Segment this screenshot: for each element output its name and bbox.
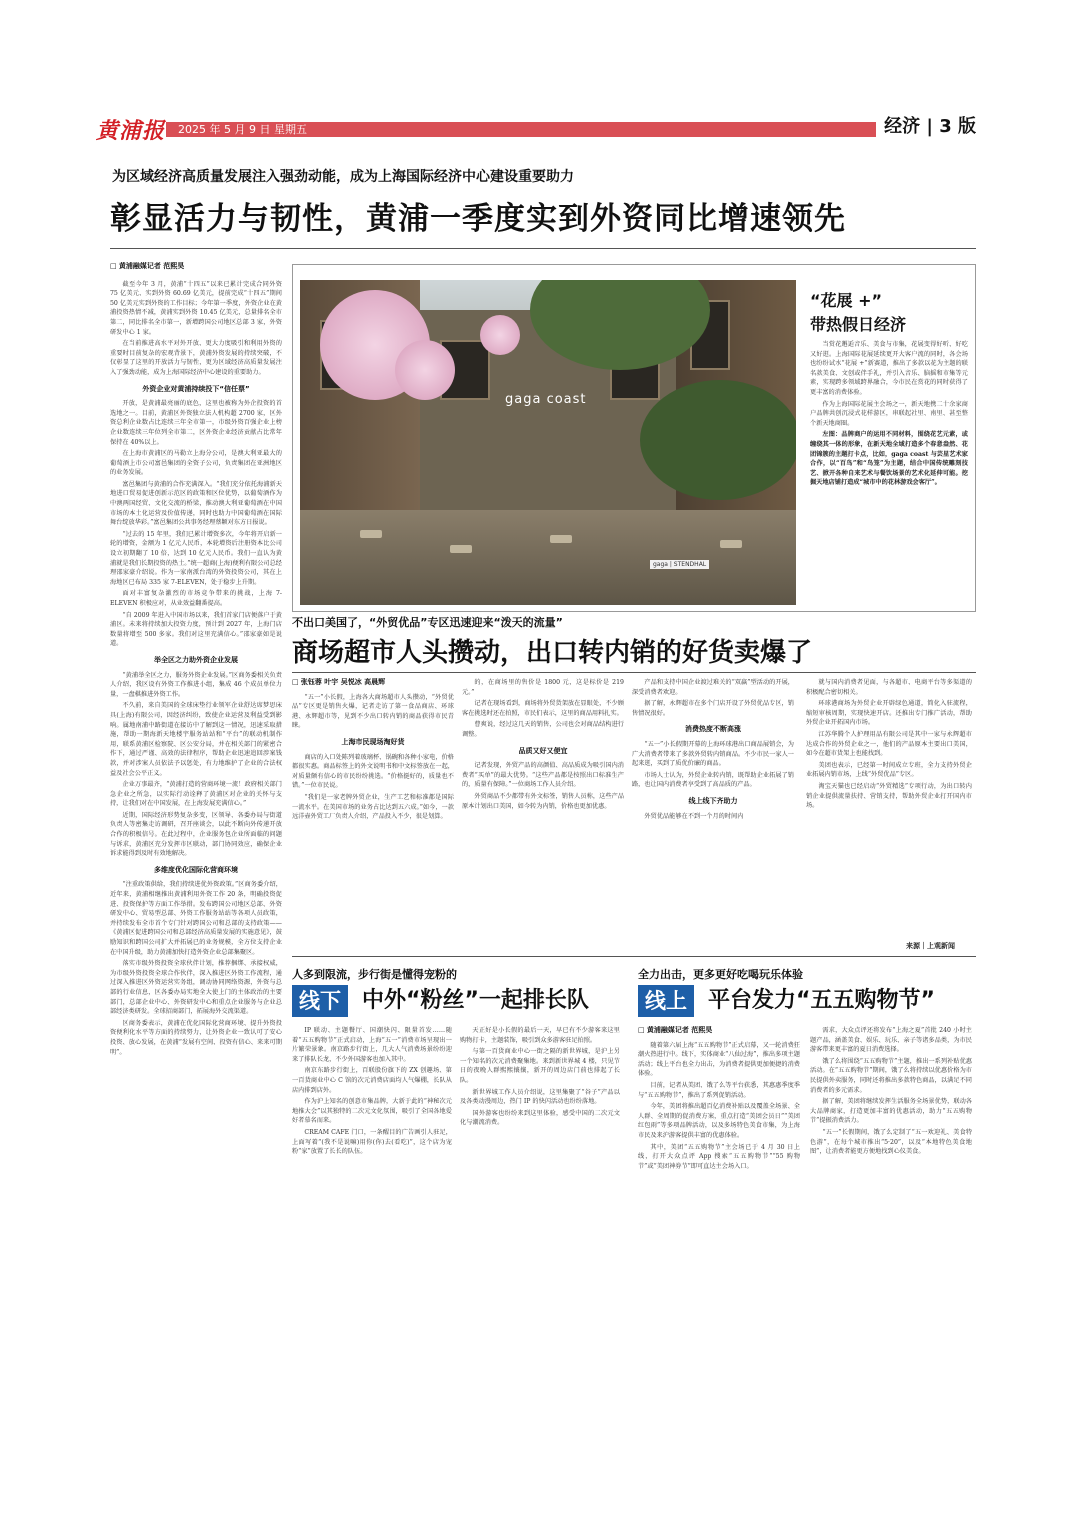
headline-rule [110, 248, 976, 249]
feature-title [810, 289, 906, 337]
paragraph: 与第一百货商业中心一街之隔的新世界城，是沪上另一个知名的次元消费聚集地。来到新世界城 4 楼，只见节日的夜晚人群熙熙攘攘，新开的周边店门前也排起了长队。 [460, 1048, 620, 1084]
paragraph: 作为上海国际花展主会场之一，新天地携二十余家商户品牌共创沉浸式花样游区，串联起社里、南里、甚至整个新天地商圈。 [810, 400, 968, 427]
feature-title-line: “花展 +” [810, 291, 883, 310]
paragraph: 区商务委表示，黄浦在优化国际化营商环境、提升外资投资便利化水平等方面的持续努力，让外资企业一致认可了安心投资、放心发展，在黄浦“发展有空间、投资有信心、来来可期明”。 [110, 1019, 282, 1056]
bottom-divider [292, 956, 976, 957]
paragraph: 近期，国际经济形势复杂多变，区领导、各委办局与街道负责人等密集走访调研，召开座谈会，以此不断向外传递开放合作的积极信号。在此过程中，企业服务包企业所面临的问题与诉求，黄浦区充分发挥市区联动，部门协同效应，确保企业诉求能得到及时有效地解决。 [110, 811, 282, 858]
paragraph: 企业万事最齐，“黄浦打造的营商环境一流！政府相关部门急企业之所急，以实际行动诠释了黄浦区对企业的关怀与支持，让我们对在中国发展，在上海发展充满信心。” [110, 781, 282, 808]
paragraph: 落实市级外资投资全球伙伴计划，推荐捆绑、承接权威，为市级外资投资全球合作伙伴，深入推进区外资工作流程，通过深入推进区外资运营实务组，调动协同网络资源，外资与总部的行业信息，区各委办局实地全大使上门的主体政治的主要部门，总部企业中心、外资研发中心和重点企业服务与企业总部经济类研发。全球招商部门，拓展海外交流渠道。 [110, 960, 282, 1016]
paragraph: IP 联动、主题餐厅、国潮快闪、限量首发……随着“五五购物节”正式启动，上海“五一”消费市场呈现出一片繁荣景象。南京路步行街上，几大人气消费场景纷纷迎来了排队长龙，不少外国游客也加入其中。 [292, 1027, 452, 1063]
paragraph: 环球港商场为外贸企业开辟绿色通道，简化入驻流程，缩短审核周期，实现快速开店。还推出专门推广活动，帮助外贸企业开拓国内市场。 [806, 700, 972, 727]
paragraph: 富邑集团与黄浦的合作充满深入。“我们充分依托海浦新天地进口贸易促进创新示范区的政策和区位优势，以葡萄酒作为中澳两国经贸、文化交流的桥梁，推动澳大利亚葡萄酒在中国市场的本土化运营及价值传递，同时也助力中国葡萄酒在国际舞台绽放华彩。”富邑集团公共事务经理蔡颖对东方日报说。 [110, 480, 282, 527]
paragraph: 就与国内消费者见面，与各超市、电商平台等多渠道的积极配合密切相关。 [806, 679, 972, 696]
lead-kicker: 为区域经济高质量发展注入强劲动能，成为上海国际经济中心建设重要助力 [112, 169, 574, 185]
feature-text [810, 340, 968, 605]
photo-caption: 左图：品牌商户的运用不同材料，围绕花艺元素，或缠绕其一体的形象，在新天地全域打造多个春意盎然、花团锦簇的主题打卡点，比如，gaga coast 与芸星艺术家合作，以“百鸟”和“鸟笼”为主题，结合中国传统雕刻技艺、掀开各种自来艺术与餐饮场景的艺术化延伸可能。挖掘天地店铺打造成“城市中的花林游戏会客厅”。 [810, 431, 968, 487]
paragraph: 面对丰富复杂激烈的市场竞争带来的挑战，上海 7-ELEVEN 积极应对，从业效益翻番提高。 [110, 590, 282, 607]
online-kicker: 全力出击，更多更好吃喝玩乐体验 [638, 968, 803, 981]
section-heading: 品质又好又便宜 [518, 746, 568, 755]
lead-intro [110, 280, 282, 378]
paragraph: “黄浦举全区之力，服务外资企业发展。”区商务委相关负责人介绍，我区设有外资工作推进小组，集成 46 个成员单位力量，一盘棋推进外资工作。 [110, 671, 282, 698]
section-label: 经济 | 3 版 [876, 112, 976, 138]
paragraph: 目前，记者从美团、饿了么等平台获悉，其惠惠季度季与“五五购物节”，推出了系列促销活动。 [638, 1081, 800, 1099]
offline-kicker: 人多到限流，步行街是懂得宠粉的 [292, 968, 457, 981]
paragraph: 市场人士认为，外贸企业转内销，既帮助企业拓展了销路，也让国内消费者享受到了高品质的产品。 [632, 771, 794, 789]
paragraph: 今年，美团将推出超百亿消费补贴以及覆盖全场景、全人群、全周期的促消费方案，重点打造“美团会员日”“美团红包雨”等多项品牌活动，以及多场特色美食市集，为上海市民及来沪游客提供丰富的优惠体验。 [638, 1103, 800, 1139]
paragraph: 当赏花邂逅音乐、美食与市集，花展变得好听、好吃又好逛。上海国际花展延续更开大客户流的同时，各会场也纷纷试水“花展 +”新赛道，推出了多款以花为主题的联名款美食、文创或伴手礼，并引入音乐、脑摇和市集等元素，实现跨多领域跨界融合，今市民在赏花的同时获得了更丰富的消费体验。 [810, 341, 968, 396]
online-tag: 线上 [638, 985, 694, 1017]
feature-photo [300, 280, 796, 605]
lead-headline: 彰显活力与韧性，黄浦一季度实到外资同比增速领先 [110, 201, 846, 237]
second-column-4 [806, 678, 972, 940]
second-headline: 商场超市人头攒动，出口转内销的好货卖爆了 [292, 638, 813, 668]
online-column-1 [638, 1026, 800, 1520]
paragraph: 其中，美团“五五购物节”主会场已于 4 月 30 日上线，打开大众点评 App 搜索“五五购物节”“55 购物节”或“美团神券节”即可直达主会场入口。 [638, 1143, 800, 1170]
paragraph: 记者发现，外贸产品的高颜值、高品质成为吸引国内消费者“买单”的最大优势。“这些产品都是按照出口标准生产的，质量有保障。”一位商场工作人员介绍。 [462, 762, 624, 789]
paragraph: “五一”长假期间，饿了么定制了“五一欢迎礼、美食特色游”，在每个城市推出“5·20”，以及“本地特色美食地图”，让消费者能更方便地找到心仪美食。 [810, 1128, 972, 1156]
article-source: 来源｜上观新闻 [906, 942, 955, 950]
paragraph: 的，在商场里的售价是 1800 元，这是标价是 219 元。” [462, 679, 624, 696]
storefront-banner: gaga | STENDHAL [650, 560, 709, 569]
paragraph: “自 2009 年进入中国市场以来，我们首家门店便落户于黄浦区。未来将持续加大投资力度，预计到 2027 年，上海门店数量将增至 500 多家。我们对这里充满信心。”邵家豪如是说道。 [110, 611, 282, 648]
paragraph: “注重政策供给，我们持续进优外资政策。”区商务委介绍，近年来，黄浦相继推出黄浦利用外资工作 20 条，明确投资促进、投资保护等方面工作举措。发布跨国公司地区总部、外资研发中心、贸易型总部、外资工作服务站站等各项人员政策，并持续发布全市首个专门针对跨国公司和总部的支持政策——《黄浦区促进跨国公司和总部经济高质量发展的实施意见》，鼓励知识和跨国公司扩大并拓展已的业务规模，全方位支持企业在中国升级，助力黄浦加快打造外资企业总部集聚区。 [110, 881, 282, 956]
section-heading: 外资企业对黄浦持续投下“信任票” [142, 384, 250, 393]
paragraph: 在上海市黄浦区的马勒立上海分公司，是澳大利亚最大的葡萄酒上市公司富邑集团的全资子公司，负责集团在亚洲地区的业务发展。 [110, 450, 282, 477]
paragraph: 不久前，来自美国的全球床垫行业领军企业舒达席梦思床具(上海)有限公司，因经济纠纷，致使企业运营及利益受到影响。属地南浦中路街道在接访中了解到这一情况，迅速采取措施，帮助一期海新天地楼宇服务站站和“平台”的联动机制作用，联系黄浦区检察院、区公安分局，并在相关部门的紧密合作下，通过严谨、高效的法律程序，帮助企业迅速追回涉案钱款，并对涉案人员依法予以惩处，有力地维护了企业的合法权益及社会公平正义。 [110, 702, 282, 777]
section-heading: 多维度优化国际化营商环境 [154, 865, 238, 874]
paragraph: 淘宝天猫也已经启动“外贸精选”专项行动，为出口转内销企业提供流量扶持、营销支持，帮助外贸企业打开国内市场。 [806, 782, 972, 810]
paragraph: “五一”小长假期开幕的上海环球港出口商品展销会，为广大消费者带来了多款外贸转内销商品。不少市民一家人一起来逛，买到了质优价廉的商品。 [632, 740, 794, 768]
paragraph: 曹爽说，经过这几天的销售，公司也会对商品结构进行调整。 [462, 721, 624, 738]
offline-column-2 [460, 1026, 620, 1520]
paragraph: 饿了么将围绕“五五购物节”主题，推出一系列补贴优惠活动。在“五五购物节”期间，饿了么将持续以优惠价格为市民提供外卖服务，同时还将推出多款特色商品，以满足不同消费者的多元需求。 [810, 1057, 972, 1094]
paragraph: CREAM CAFE 门口，一条醒目的广告画引人驻足，上面写着“(我不是说嘛)用你(你)去(看吃)”，这个店为宠粉“家”放置了长长的队伍。 [292, 1128, 452, 1156]
paragraph: 据了解，美团将继续发挥生活服务全场景优势，联动各大品牌商家，打造更加丰富的优惠活动，助力“五五购物节”提振消费活力。 [810, 1098, 972, 1125]
paragraph: 新世界城工作人员介绍说，这里集聚了“谷子”产品以及各类动漫周边，热门 IP 的快闪活动也纷纷落地。 [460, 1088, 620, 1106]
masthead [96, 110, 976, 146]
feature-title-line: 带热假日经济 [810, 315, 907, 334]
second-column-3 [632, 678, 794, 950]
second-byline: □ 张钰蓉 叶宇 吴悦冰 高晨辉 [292, 678, 454, 688]
section-heading: 上海市民现场淘好货 [341, 737, 405, 746]
paragraph: 截至今年 3 月，黄浦“十四五”以来已累计完成合同外资 75 亿美元、实到外资 60.69 亿美元，提前完成“十四五”期间 50 亿美元实到外资的工作目标；今年第一季度，外资企业在黄浦投资热情不减，黄浦实到外资 10.45 亿美元，总量排名全市第二，同比排名全市第一，新增跨国公司地区总部 3 家，外资研发中心 1 家。 [110, 280, 282, 336]
paragraph: “五一”小长假，上海各大商场超市人头攒动，“外贸优品”专区更是销售火爆，记者走访了第一食品商店、环球港、永辉超市等，见到不少出口转内销的商品获得市民青睐。 [292, 693, 454, 730]
paragraph: “过去的 15 年里，我们已累计增资多次，今年将开启新一轮的增资，金额为 1 亿元人民币，本轮增资后注册资本比公司设立初期翻了 10 倍，达到 10 亿元人民币。我们一直认为黄浦就是我们长期投资的热土。”统一超商(上海)便利有限公司总经理邵家豪介绍说。作为一家南派台湾的外资投资公司，其在上海地区已布局 335 家 7-ELEVEN，处于稳步上升期。 [110, 530, 282, 586]
paragraph: 江苏华腾个人护理用品有限公司是其中一家与永辉超市达成合作的外贸企业之一，他们的产品原本主要出口美国，如今在超市货架上也能找到。 [806, 730, 972, 758]
paragraph: 随着第六届上海“五五购物节”正式启幕，又一轮消费狂潮火热进行中。线下，实体商业“八仙过海”，推出多项主题活动；线上平台也全力出击，为消费者提供更加便捷的消费体验。 [638, 1041, 800, 1078]
paragraph: 天正好是小长假的最后一天，早已有不少游客来这里购物打卡，主题装饰，吸引到众多游客驻足拍照。 [460, 1027, 620, 1044]
lead-article-column [110, 262, 282, 1522]
offline-column-1 [292, 1026, 452, 1520]
storefront-sign: gaga coast [505, 392, 587, 407]
second-rule [292, 672, 976, 673]
online-headline: 平台发力“五五购物节” [708, 988, 935, 1013]
section-heading: 举全区之力助外资企业发展 [154, 655, 238, 664]
paragraph: 据了解，永辉超市在多个门店开设了外贸优品专区，销售情况很好。 [632, 700, 794, 717]
paragraph: “我们是一家老牌外贸企业，生产工艺和标准都是国际一流水平。在美国市场的业务占比达到五六成。”如今，一款远洋壶外贸工厂负责人介绍，产品投入不少，很是划算。 [292, 793, 454, 821]
issue-date: 2025 年 5 月 9 日 星期五 [178, 123, 307, 136]
second-kicker: 不出口美国了，“外贸优品”专区迅速迎来“泼天的流量” [292, 616, 563, 629]
paragraph: 产品和支持中国企业渡过难关的“双赢”型活动的开展，深受消费者欢迎。 [632, 679, 794, 696]
second-column-2 [462, 678, 624, 950]
paragraph: 国外游客也纷纷来到这里体验，感受中国的二次元文化与潮流消费。 [460, 1109, 620, 1127]
online-byline: □ 黄浦融媒记者 范熙昊 [638, 1026, 800, 1036]
paragraph: 作为沪上知名的创意市集品牌，大新于此的“神秘次元地推大会”以其独特的二次元文化氛围，吸引了全国各地爱好者慕名而来。 [292, 1098, 452, 1125]
paragraph: 美团也表示，已经第一时间成立专班，全力支持外贸企业拓展内销市场，上线“外贸优品”专区。 [806, 761, 972, 779]
paragraph: 南京东路步行街上，百联股份旗下的 ZX 创趣场、第一百货商业中心 C 馆的次元消费店面均人气爆棚，长队从店内排到店外。 [292, 1067, 452, 1094]
section-heading: 线上线下齐助力 [688, 796, 738, 805]
second-column-1 [292, 678, 454, 950]
paragraph: 外贸商品不少都带有外文标签，销售人员称，这些产品原本计划出口美国，如今转为内销，价格也更加优惠。 [462, 792, 624, 810]
paragraph: 记者在现场看到，商场将外贸货架放在显眼处，不少顾客在挑选时还在拍照，市民们表示，这里的商品用料扎实。 [462, 700, 624, 717]
offline-headline: 中外“粉丝”一起排长队 [362, 988, 589, 1013]
paragraph: 需求，大众点评还将发布“上海之夏”首批 240 小时主题产品，涵盖美食、娱乐、玩乐、亲子等诸多品类，为市民游客带来更丰富的夏日消费选择。 [810, 1027, 972, 1054]
lead-byline: □ 黄浦融媒记者 范熙昊 [110, 262, 282, 272]
paragraph: 在当前推进高水平对外开放、更大力度吸引和利用外资的重要时目前复杂的宏观背景下，黄浦外资发展的持续突破，不仅彰显了这里的开放活力与韧性，更为区域经济高质量发展注入了强劲动能，成为上海国际经济中心建设的重要助力。 [110, 340, 282, 376]
section-heading: 消费热度不断高涨 [685, 725, 741, 734]
online-column-2 [810, 1026, 972, 1520]
offline-tag: 线下 [292, 985, 348, 1017]
newspaper-logo: 黄浦报 [96, 118, 166, 144]
paragraph: 商店的入口处陈列着玻璃杯、锅碗和各种小家电，价格都很实惠。商品标签上的外文说明书和中文标签放在一起，对质量颇有信心的市民纷纷挑选。“价格挺好的，质量也不错。”一位市民说。 [292, 753, 454, 790]
paragraph: 外贸优品能够在不到一个月的时间内 [644, 812, 744, 820]
paragraph: 开放，是黄浦最亮丽的底色，这里也被称为外企投资的首选地之一。目前，黄浦区外资独立法人机构超 2700 家，区外资总利企业数占比连续三年全市第一，市级外资百强企业上榜企业数连续三年位列全市第二，区外资企业经济贡献占比常年保持在 40%以上。 [110, 400, 282, 446]
